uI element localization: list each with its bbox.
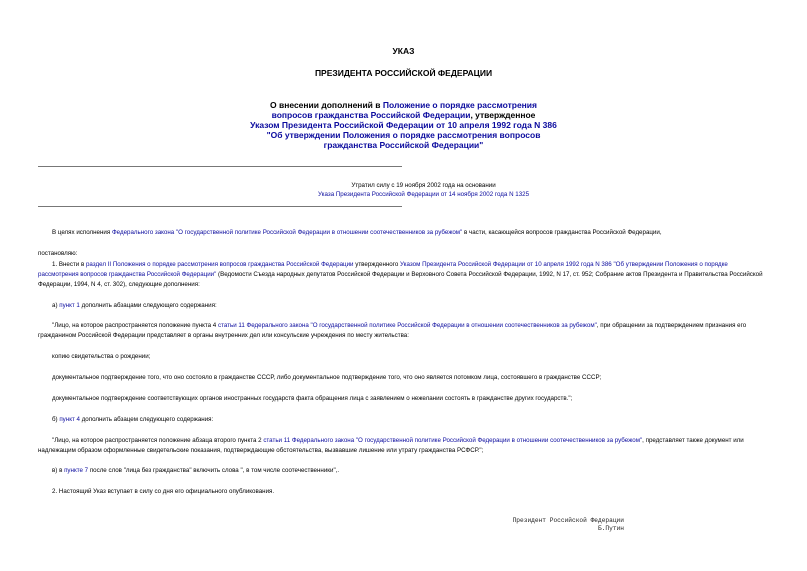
- paragraph-preamble: В целях исполнения Федерального закона "О государственной политике Российской Федерации в отношении соотечественников за рубежом" в части, касающейся вопросов гражданства Российской Федерации,: [52, 229, 662, 236]
- decree-386-title-link[interactable]: "Об утверждении Положения о порядке рассмотрения вопросов: [266, 130, 541, 140]
- subject-line-3: [0, 120, 807, 130]
- subject-line-1: О внесении дополнений в Положение о порядке рассмотрения: [270, 100, 537, 110]
- decree-title: УКАЗ: [392, 46, 415, 56]
- paragraph-quote-1: "Лицо, на которое распространяется положение пункта 4 статьи 11 Федерального закона "О государственной политике Российской Федерации в отношении соотечественников за рубежом", при обращении за подтверждением признания его гражданином Российской Федерации представляет в органы внутренних дел или консульские учреждения по месту жительства:: [38, 322, 747, 339]
- subject-line-2: вопросов гражданства Российской Федерации, утвержденное: [271, 110, 536, 120]
- decree-386-link[interactable]: Указом Президента Российской Федерации от 10 апреля 1992 года N 386: [250, 120, 557, 130]
- federal-law-link[interactable]: Федерального закона "О государственной политике Российской Федерации в отношении соотечественников за рубежом": [111, 229, 463, 236]
- signature-name: Б.Путин: [598, 525, 624, 532]
- paragraph-resolve: постановляю:: [38, 250, 78, 257]
- divider-top: [38, 166, 402, 167]
- paragraph-ussr-proof: документальное подтверждение того, что оно состояло в гражданстве СССР, либо документальное подтверждение того, что оно является потомком лица, состоявшего в гражданстве СССР;: [52, 374, 602, 381]
- section-ii-link[interactable]: раздел II Положения о порядке рассмотрения вопросов гражданства Российской Федерации: [85, 261, 354, 268]
- clause-4-link[interactable]: пункт 4: [59, 416, 80, 423]
- paragraph-entry-into-force: 2. Настоящий Указ вступает в силу со дня его официального опубликования.: [52, 488, 275, 495]
- divider-bottom: [38, 206, 402, 207]
- repeal-note: [0, 181, 807, 199]
- subject-line-5: [0, 140, 807, 150]
- clause-1-link[interactable]: пункт 1: [59, 302, 80, 309]
- paragraph-foreign-proof: документальное подтверждение соответствующих органов иностранных государств факта обращения лица с заявлением о нежелании состоять в гражданстве других государств.";: [52, 395, 573, 402]
- decree-subject: [0, 100, 807, 150]
- paragraph-item-c: в) в пункте 7 после слов "лица без гражданства" включить слова ", в том числе соотечественники",.: [52, 467, 340, 474]
- paragraph-item-a: а) пункт 1 дополнить абзацами следующего содержания:: [52, 302, 217, 309]
- decree-386-inline-link[interactable]: Указом Президента Российской Федерации от 10 апреля 1992 года N 386 "Об утверждении Положения о порядке рассмотрения вопросов гражданства Российской Федерации": [38, 261, 728, 278]
- regulation-link-cont[interactable]: вопросов гражданства Российской Федерации: [271, 110, 471, 120]
- regulation-link[interactable]: Положение о порядке рассмотрения: [382, 100, 537, 110]
- paragraph-item-1: 1. Внести в раздел II Положения о порядке рассмотрения вопросов гражданства Российской Федерации утвержденного Указом Президента Российской Федерации от 10 апреля 1992 года N 386 "Об утверждении Положения о порядке рассмотрения вопросов гражданства Российской Федерации" (Ведомости Съезда народных депутатов Российской Федерации и Верховного Совета Российской Федерации, 1992, N 17, ст. 952; Собрание актов Президента и Правительства Российской Федерации, 1994, N 4, ст. 302), следующие дополнения:: [38, 261, 763, 288]
- paragraph-birth-certificate: копию свидетельства о рождении;: [52, 353, 151, 360]
- clause-7-link[interactable]: пункте 7: [64, 467, 89, 474]
- paragraph-quote-2: "Лицо, на которое распространяется положение абзаца второго пункта 2 статьи 11 Федерального закона "О государственной политике Российской Федерации в отношении соотечественников за рубежом", представляет также документ или надлежащим образом оформленные свидетельские показания, подтверждающие обстоятельства, вызвавшие лишение или утрату гражданства РСФСР.";: [38, 437, 744, 454]
- decree-1325-link[interactable]: Указа Президента Российской Федерации от 14 ноября 2002 года N 1325: [317, 191, 530, 198]
- repeal-note-text: Утратил силу с 19 ноября 2002 года на основании: [351, 182, 496, 189]
- article-11-link[interactable]: статьи 11 Федерального закона "О государственной политике Российской Федерации в отношении соотечественников за рубежом": [217, 322, 597, 329]
- paragraph-item-b: б) пункт 4 дополнить абзацем следующего содержания:: [52, 416, 214, 423]
- subject-line-4: [0, 130, 807, 140]
- signature-block: [513, 517, 624, 533]
- signature-title: Президент Российской Федерации: [512, 517, 624, 524]
- decree-386-title-link-cont[interactable]: гражданства Российской Федерации": [323, 140, 484, 150]
- decree-issuer: ПРЕЗИДЕНТА РОССИЙСКОЙ ФЕДЕРАЦИИ: [314, 68, 493, 78]
- article-11-link-2[interactable]: статьи 11 Федерального закона "О государственной политике Российской Федерации в отношении соотечественников за рубежом": [263, 437, 643, 444]
